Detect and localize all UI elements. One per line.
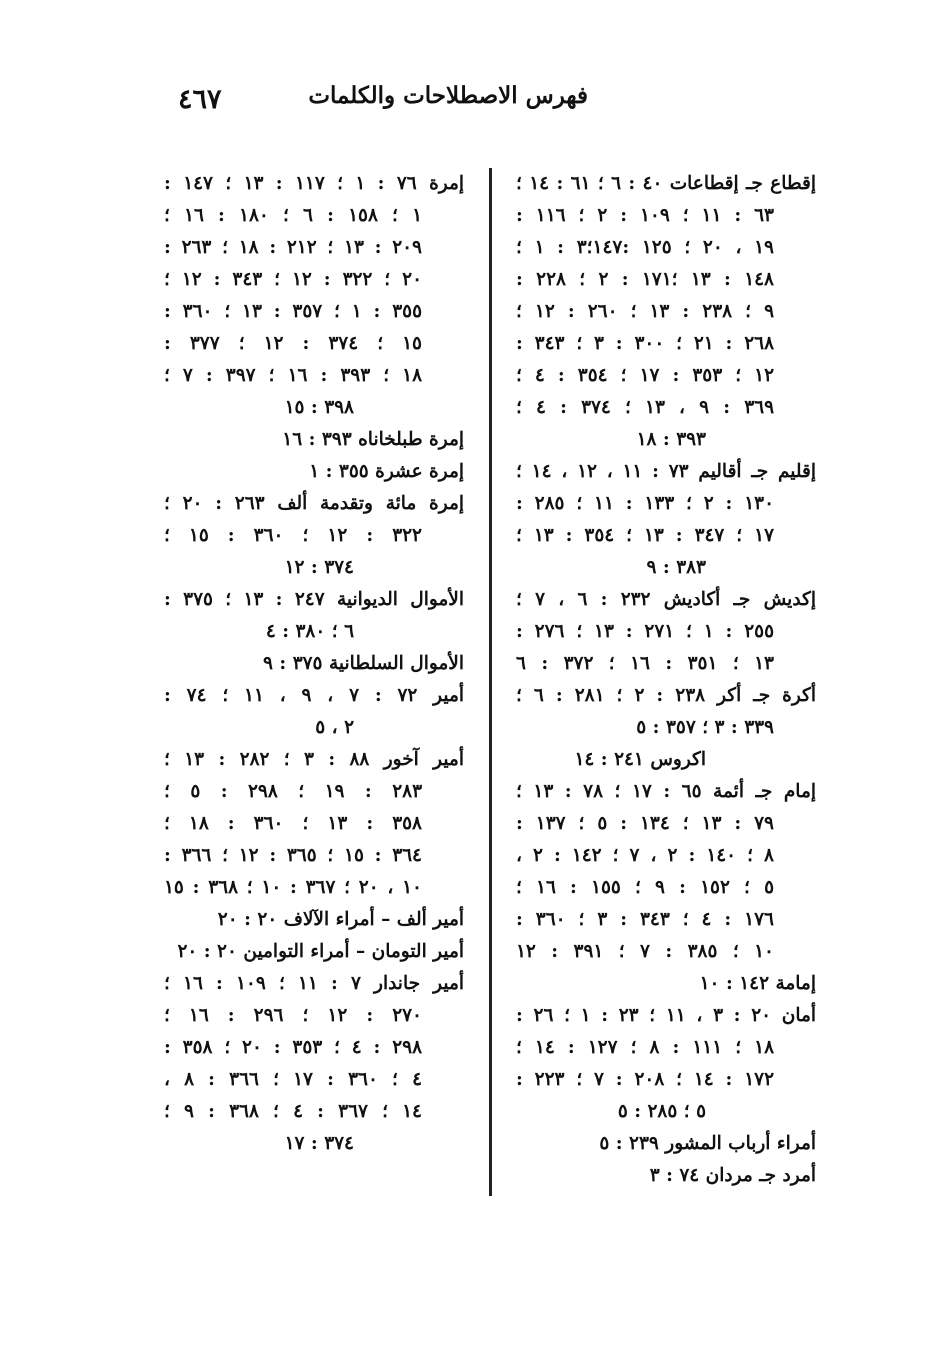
index-line: ٢٧٠ : ١٢ ؛ ٢٩٦ : ١٦ ؛ [164, 1005, 422, 1026]
index-line: ١٧٦ : ٤ ؛ ٣٤٣ : ٣ ؛ ٣٦٠ : [516, 909, 774, 930]
index-line: ٦٣ : ١١ ؛ ١٠٩ : ٢ ؛ ١١٦ : [516, 205, 774, 226]
index-line: ٣٥٨ : ١٣ ؛ ٣٦٠ : ١٨ ؛ [164, 813, 422, 834]
index-line: أمير جاندار ٧ : ١١ ؛ ١٠٩ : ١٦ ؛ [164, 973, 464, 994]
index-line: ١٧ ؛ ٣٤٧ : ١٣ ؛ ٣٥٤ : ١٣ ؛ [516, 525, 775, 546]
index-line: إمرة مائة وتقدمة ألف ٢٦٣ : ٢٠ ؛ [164, 493, 464, 514]
index-line: ٢٥٥ : ١ ؛ ٢٧١ : ١٣ ؛ ٢٧٦ : [516, 621, 775, 642]
index-line: إقليم جـ أقاليم ٧٣ : ١١ ، ١٢ ، ١٤ ؛ [516, 461, 816, 482]
index-line: الأموال الديوانية ٢٤٧ : ١٣ ؛ ٣٧٥ : [164, 589, 464, 610]
index-line: الأموال السلطانية ٣٧٥ : ٩ [263, 653, 464, 674]
index-line: ٣٨٣ : ٩ [646, 557, 706, 578]
index-line: ١٢ ؛ ٣٥٣ : ١٧ ؛ ٣٥٤ : ٤ ؛ [516, 365, 775, 386]
index-line: ٤ ؛ ٣٦٠ : ١٧ ؛ ٣٦٦ : ٨ ، [164, 1069, 423, 1090]
index-line: ٣٧٤ : ١٧ [284, 1133, 354, 1154]
index-line: ١٨ ؛ ١١١ : ٨ ؛ ١٢٧ : ١٤ ؛ [516, 1037, 775, 1058]
index-line: ٢ ، ٥ [315, 717, 354, 738]
index-line: ٥ ؛ ٢٨٥ : ٥ [617, 1101, 706, 1122]
index-line: ٣٦٤ : ١٥ ؛ ٣٦٥ : ١٢ ؛ ٣٦٦ : [164, 845, 422, 866]
index-line: ١ ؛ ١٥٨ : ٦ ؛ ١٨٠ : ١٦ ؛ [164, 205, 422, 226]
index-line: ٥ ؛ ١٥٢ : ٩ ؛ ١٥٥ : ١٦ ؛ [516, 877, 774, 898]
index-line: أمير التومان – أمراء التوامين ٢٠ : ٢٠ [177, 941, 464, 962]
index-line: ٧٩ : ١٣ ؛ ١٣٤ : ٥ ؛ ١٣٧ : [516, 813, 774, 834]
index-line: ١٤ ؛ ٣٦٧ : ٤ ؛ ٣٦٨ : ٩ ؛ [164, 1101, 422, 1122]
index-line: ١٧٢ : ١٤ ؛ ٢٠٨ : ٧ ؛ ٢٢٣ : [516, 1069, 775, 1090]
index-line: إمرة عشرة ٣٥٥ : ١ [309, 461, 464, 482]
index-line: ٣٦٩ : ٩ ، ١٣ ؛ ٣٧٤ : ٤ ؛ [516, 397, 775, 418]
index-line: ٣٢٢ : ١٢ ؛ ٣٦٠ : ١٥ ؛ [164, 525, 422, 546]
index-line: إكديش جـ أكاديش ٢٣٢ : ٦ ، ٧ ؛ [516, 589, 816, 610]
index-line: ١٤٨ : ١٣ ؛١٧١ : ٢ ؛ ٢٢٨ : [516, 269, 774, 290]
index-line: ١٣٠ : ٢ ؛ ١٣٣ : ١١ ؛ ٢٨٥ : [516, 493, 775, 514]
index-line: ٦ ؛ ٣٨٠ : ٤ [265, 621, 354, 642]
index-column-right [516, 168, 816, 1192]
index-line: أكرة جـ أكر ٢٣٨ : ٢ ؛ ٢٨١ : ٦ ؛ [516, 685, 816, 706]
index-line: ٣٧٤ : ١٢ [284, 557, 354, 578]
index-line: أمراء أرباب المشور ٢٣٩ : ٥ [599, 1133, 816, 1154]
index-line: ٣٥٥ : ١ ؛ ٣٥٧ : ١٣ ؛ ٣٦٠ : [164, 301, 423, 322]
index-line: ٩ ؛ ٢٣٨ : ١٣ ؛ ٢٦٠ : ١٢ ؛ [516, 301, 775, 322]
index-line: أمرد جـ مردان ٧٤ : ٣ [649, 1165, 816, 1186]
index-line: إمرة ٧٦ : ١ ؛ ١١٧ : ١٣ ؛ ١٤٧ : [164, 173, 464, 194]
index-column-left [164, 168, 464, 1160]
page-number: ٤٦٧ [178, 84, 222, 115]
index-line: إمرة طبلخاناه ٣٩٣ : ١٦ [282, 429, 464, 450]
index-line: ٣٩٨ : ١٥ [284, 397, 354, 418]
index-line: ٨ ؛ ١٤٠ : ٢ ، ٧ ؛ ١٤٢ : ٢ ، [516, 845, 774, 866]
index-line: أمير ألف – أمراء الآلاف ٢٠ : ٢٠ [217, 909, 464, 930]
index-line: أمان ٢٠ : ٣ ، ١١ ؛ ٢٣ : ١ ؛ ٢٦ : [516, 1005, 816, 1026]
index-line: إقطاع جـ إقطاعات ٤٠ : ٦ ؛ ٦١ : ١٤ ؛ [516, 173, 816, 194]
index-line: اكروس ٢٤١ : ١٤ [574, 749, 706, 770]
index-line: ١٠ ، ٢٠ ؛ ٣٦٧ : ١٠ ؛ ٣٦٨ : ١٥ [164, 877, 422, 898]
index-line: ٢٦٨ : ٢١ ؛ ٣٠٠ : ٣ ؛ ٣٤٣ : [516, 333, 775, 354]
index-line: ٢٨٣ : ١٩ ؛ ٢٩٨ : ٥ ؛ [164, 781, 423, 802]
column-divider [489, 168, 492, 1196]
index-line: أمير ٧٢ : ٧ ، ٩ ، ١١ ؛ ٧٤ : [164, 685, 464, 706]
index-line: ٢٠٩ : ١٣ ؛ ٢١٢ : ١٨ ؛ ٢٦٣ : [164, 237, 422, 258]
index-line: ٣٩٣ : ١٨ [636, 429, 706, 450]
index-line: أمير آخور ٨٨ : ٣ ؛ ٢٨٢ : ١٣ ؛ [164, 749, 464, 770]
index-line: ١٨ ؛ ٣٩٣ : ١٦ ؛ ٣٩٧ : ٧ ؛ [164, 365, 423, 386]
index-line: ٣٣٩ : ٣ ؛ ٣٥٧ : ٥ [636, 717, 774, 738]
index-line: ١٩ ، ٢٠ ؛ ١٢٥ :١٤٧؛٣ : ١ ؛ [516, 237, 774, 258]
page-title: فهرس الاصطلاحات والكلمات [308, 82, 588, 109]
index-line: إمامة ١٤٢ : ١٠ [699, 973, 816, 994]
index-line: ١٠ ؛ ٣٨٥ : ٧ ؛ ٣٩١ : ١٢ [516, 941, 774, 962]
index-line: ٢٠ ؛ ٣٢٢ : ١٢ ؛ ٣٤٣ : ١٢ ؛ [164, 269, 423, 290]
index-line: ٢٩٨ : ٤ ؛ ٣٥٣ : ٢٠ ؛ ٣٥٨ : [164, 1037, 423, 1058]
index-line: إمام جـ أئمة ٦٥ : ١٧ ؛ ٧٨ : ١٣ ؛ [516, 781, 816, 802]
index-line: ١٥ ؛ ٣٧٤ : ١٢ ؛ ٣٧٧ : [164, 333, 422, 354]
index-line: ١٣ ؛ ٣٥١ : ١٦ ؛ ٣٧٢ : ٦ [516, 653, 774, 674]
